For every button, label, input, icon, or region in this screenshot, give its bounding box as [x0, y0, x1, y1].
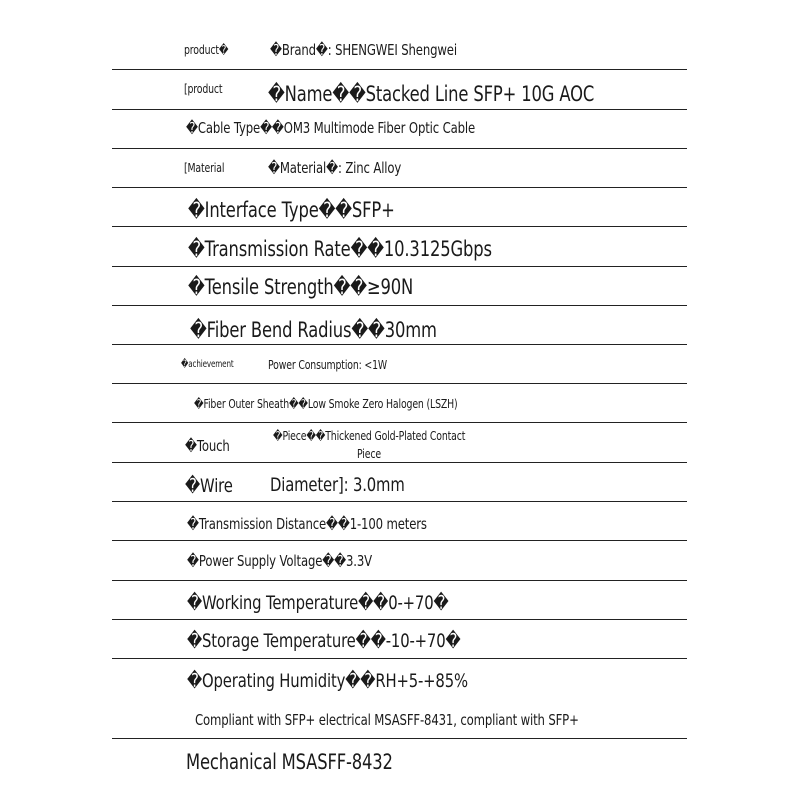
row-value: �Material�: Zinc Alloy: [268, 159, 402, 177]
row-value: Power Consumption: <1W: [268, 358, 388, 372]
divider: [112, 580, 687, 581]
row-label: [Material: [184, 161, 225, 175]
divider: [112, 344, 687, 345]
divider: [112, 462, 687, 463]
row-value: �Power Supply Voltage��3.3V: [187, 552, 372, 570]
divider: [112, 109, 687, 110]
row-value: �Fiber Outer Sheath��Low Smoke Zero Halogen (LSZH): [194, 397, 458, 411]
row-value: Diameter]: 3.0mm: [270, 474, 405, 496]
divider: [112, 619, 687, 620]
row-value: �Cable Type��OM3 Multimode Fiber Optic Cable: [186, 119, 476, 137]
divider: [112, 226, 687, 227]
row-value: �Transmission Rate��10.3125Gbps: [188, 237, 492, 261]
divider: [112, 187, 687, 188]
divider: [112, 305, 687, 306]
row-value: �Storage Temperature��-10-+70�: [187, 630, 461, 652]
row-label: �Touch: [185, 437, 230, 455]
row-value: �Tensile Strength��≥90N: [188, 275, 414, 299]
row-value: �Transmission Distance��1-100 meters: [187, 515, 427, 533]
divider: [112, 422, 687, 423]
row-value: �Brand�: SHENGWEI Shengwei: [270, 41, 457, 59]
divider: [112, 540, 687, 541]
row-value: �Working Temperature��0-+70�: [187, 592, 449, 614]
divider: [112, 69, 687, 70]
row-label: �achievement: [181, 359, 234, 370]
row-value-line1: �Piece��Thickened Gold-Plated Contact: [273, 429, 466, 443]
divider: [112, 266, 687, 267]
row-value-line2: Piece: [357, 447, 381, 461]
row-value: Mechanical MSASFF-8432: [186, 750, 393, 774]
divider: [112, 738, 687, 739]
divider: [112, 501, 687, 502]
divider: [112, 658, 687, 659]
row-label: product�: [184, 43, 229, 57]
row-value: �Name��Stacked Line SFP+ 10G AOC: [268, 82, 595, 106]
row-value: �Operating Humidity��RH+5-+85%: [187, 670, 468, 692]
divider: [112, 148, 687, 149]
row-label: �Wire: [185, 475, 233, 497]
row-value: �Fiber Bend Radius��30mm: [190, 318, 437, 342]
row-label: [product: [184, 82, 223, 96]
divider: [112, 383, 687, 384]
row-value: �Interface Type��SFP+: [188, 198, 395, 222]
row-value: Compliant with SFP+ electrical MSASFF-8431, compliant with SFP+: [195, 711, 579, 729]
